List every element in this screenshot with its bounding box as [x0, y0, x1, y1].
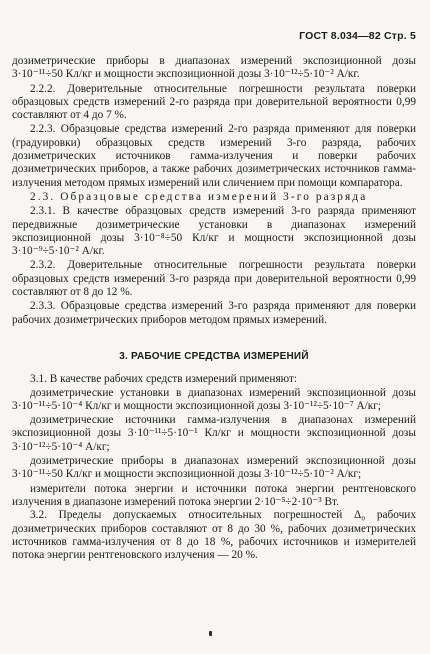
- paragraph-continuation: дозиметрические приборы в диапазонах измерений экспозиционной дозы 3·10⁻¹¹÷50 Кл/кг и мощности экспозиционной дозы 3·10⁻¹²÷5·10⁻² А/кг.: [12, 55, 416, 81]
- paragraph-2-2-3: 2.2.3. Образцовые средства измерений 2-го разряда применяют для поверки (градуировки) образцовых средств измерений 3-го разряда, рабочих дозиметрических источников гамма-излучения и поверки рабочих дозиметрических приборов, а также рабочих дозиметрических источников гамма-излучения методом прямых измерений или сличением при помощи компаратора.: [12, 123, 416, 189]
- paragraph-3-1: 3.1. В качестве рабочих средств измерений применяют:: [30, 373, 298, 386]
- section-title: 3. РАБОЧИЕ СРЕДСТВА ИЗМЕРЕНИЙ: [119, 350, 309, 362]
- paragraph-3-2: 3.2. Пределы допускаемых относительных погрешностей Δ₀ рабочих дозиметрических приборов составляют от 8 до 30 %, рабочих дозиметрических источников гамма-излучения от 8 до 18 %, рабочих источников и измерителей потока энергии рентгеновского излучения — 20 %.: [12, 509, 416, 562]
- list-item-sources: дозиметрические источники гамма-излучения в диапазонах измерений экспозиционной дозы 3·10⁻¹¹÷5·10⁻¹ Кл/кг и мощности экспозиционной дозы 3·10⁻¹²÷5·10⁻⁴ А/кг;: [12, 414, 416, 453]
- list-item-instruments: дозиметрические приборы в диапазонах измерений экспозиционной дозы 3·10⁻¹¹÷50 Кл/кг и мощности экспозиционной дозы 3·10⁻¹²÷5·10⁻² А/кг;: [12, 455, 416, 481]
- print-mark: [209, 631, 212, 636]
- paragraph-2-3-3: 2.3.3. Образцовые средства измерений 3-го разряда применяют для поверки рабочих дозиметрических приборов методом прямых измерений.: [12, 300, 416, 326]
- list-item-flux-meters: измерители потока энергии и источники потока энергии рентгеновского излучения в диапазоне измерений потока энергии 2·10⁻⁵÷2·10⁻³ Вт.: [12, 482, 416, 508]
- document-body: [12, 55, 416, 562]
- paragraph-2-3-2: 2.3.2. Доверительные относительные погрешности результата поверки образцовых средств измерений 3-го разряда при доверительной вероятности 0,99 составляют от 8 до 12 %.: [12, 259, 416, 299]
- page-header: ГОСТ 8.034—82 Стр. 5: [299, 30, 416, 42]
- list-item-installations: дозиметрические установки в диапазонах измерений экспозиционной дозы 3·10⁻¹¹÷5·10⁻⁴ Кл/кг и мощности экспозиционной дозы 3·10⁻¹²÷5·10⁻⁷ А/кг;: [12, 386, 416, 412]
- paragraph-2-3-1: 2.3.1. В качестве образцовых средств измерений 3-го разряда применяют передвижные дозиметрические установки в диапазонах измерений экспозиционной дозы 3·10⁻⁸÷50 Кл/кг и мощности экспозиционной дозы 3·10⁻⁹÷5·10⁻² А/кг.: [12, 205, 416, 258]
- subsection-heading-2-3: 2.3. Образцовые средства измерений 3-го разряда: [30, 190, 368, 203]
- paragraph-2-2-2: 2.2.2. Доверительные относительные погрешности результата поверки образцовых средств измерений 2-го разряда при доверительной вероятности 0,99 составляют от 4 до 7 %.: [12, 82, 416, 122]
